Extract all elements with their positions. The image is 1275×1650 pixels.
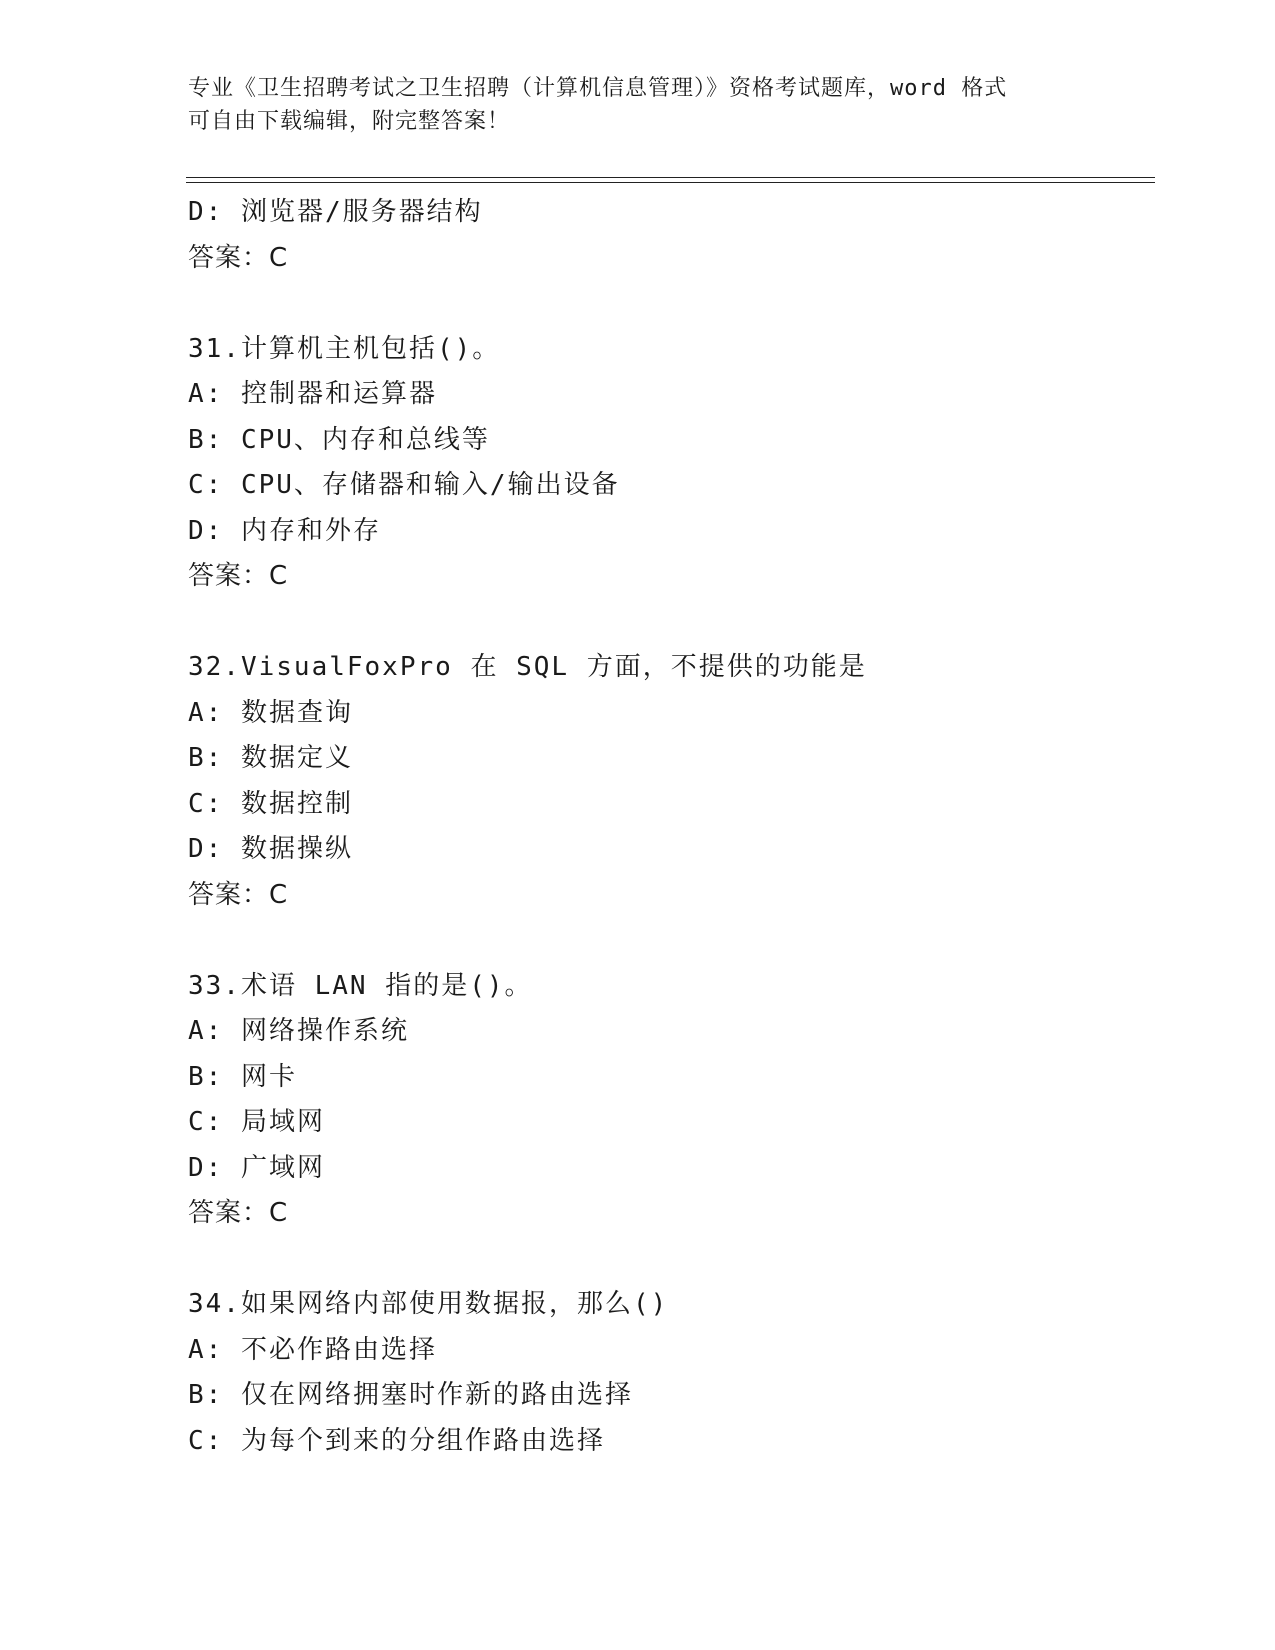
- option-a: A: 数据查询: [188, 697, 353, 728]
- spacer: [188, 281, 1148, 327]
- option-d: D: 内存和外存: [188, 515, 381, 546]
- question-stem: 34.如果网络内部使用数据报，那么(): [188, 1289, 669, 1319]
- question-31: [188, 327, 1148, 600]
- question-stem: 31.计算机主机包括()。: [188, 333, 501, 364]
- option-c: C: 数据控制: [188, 788, 353, 819]
- spacer: [188, 600, 1148, 646]
- question-34: [188, 1282, 1148, 1464]
- option-b: B: CPU、内存和总线等: [188, 424, 490, 455]
- answer-line: 答案：C: [188, 561, 289, 591]
- spacer: [188, 1237, 1148, 1283]
- answer-line: 答案：C: [188, 1198, 289, 1228]
- option-a: A: 控制器和运算器: [188, 379, 437, 409]
- option-b: B: 网卡: [188, 1061, 297, 1092]
- question-stem: 32.VisualFoxPro 在 SQL 方面，不提供的功能是: [188, 652, 867, 682]
- option-c: C: 局域网: [188, 1107, 325, 1137]
- answer-line: 答案：C: [188, 242, 289, 273]
- option-a: A: 网络操作系统: [188, 1016, 409, 1046]
- question-stem: 33.术语 LAN 指的是()。: [188, 970, 533, 1001]
- question-32: [188, 645, 1148, 918]
- header-divider-top: [186, 177, 1155, 178]
- header-divider-bottom: [186, 182, 1155, 183]
- option-b: B: 仅在网络拥塞时作新的路由选择: [188, 1380, 633, 1410]
- option-c: C: 为每个到来的分组作路由选择: [188, 1425, 605, 1456]
- option-c: C: CPU、存储器和输入/输出设备: [188, 470, 620, 500]
- option-d: D: 广域网: [188, 1152, 325, 1183]
- header-line-1: 专业《卫生招聘考试之卫生招聘（计算机信息管理）》资格考试题库，word 格式: [188, 76, 1008, 101]
- spacer: [188, 918, 1148, 964]
- option-d: D: 数据操纵: [188, 834, 353, 864]
- option-a: A: 不必作路由选择: [188, 1334, 437, 1365]
- option-d: D: 浏览器/服务器结构: [188, 197, 483, 227]
- question-33: [188, 964, 1148, 1237]
- option-b: B: 数据定义: [188, 743, 353, 773]
- header-line-2: 可自由下载编辑，附完整答案！: [188, 109, 511, 134]
- document-header: [188, 72, 1068, 138]
- question-content: [188, 190, 1148, 1464]
- answer-line: 答案：C: [188, 879, 289, 910]
